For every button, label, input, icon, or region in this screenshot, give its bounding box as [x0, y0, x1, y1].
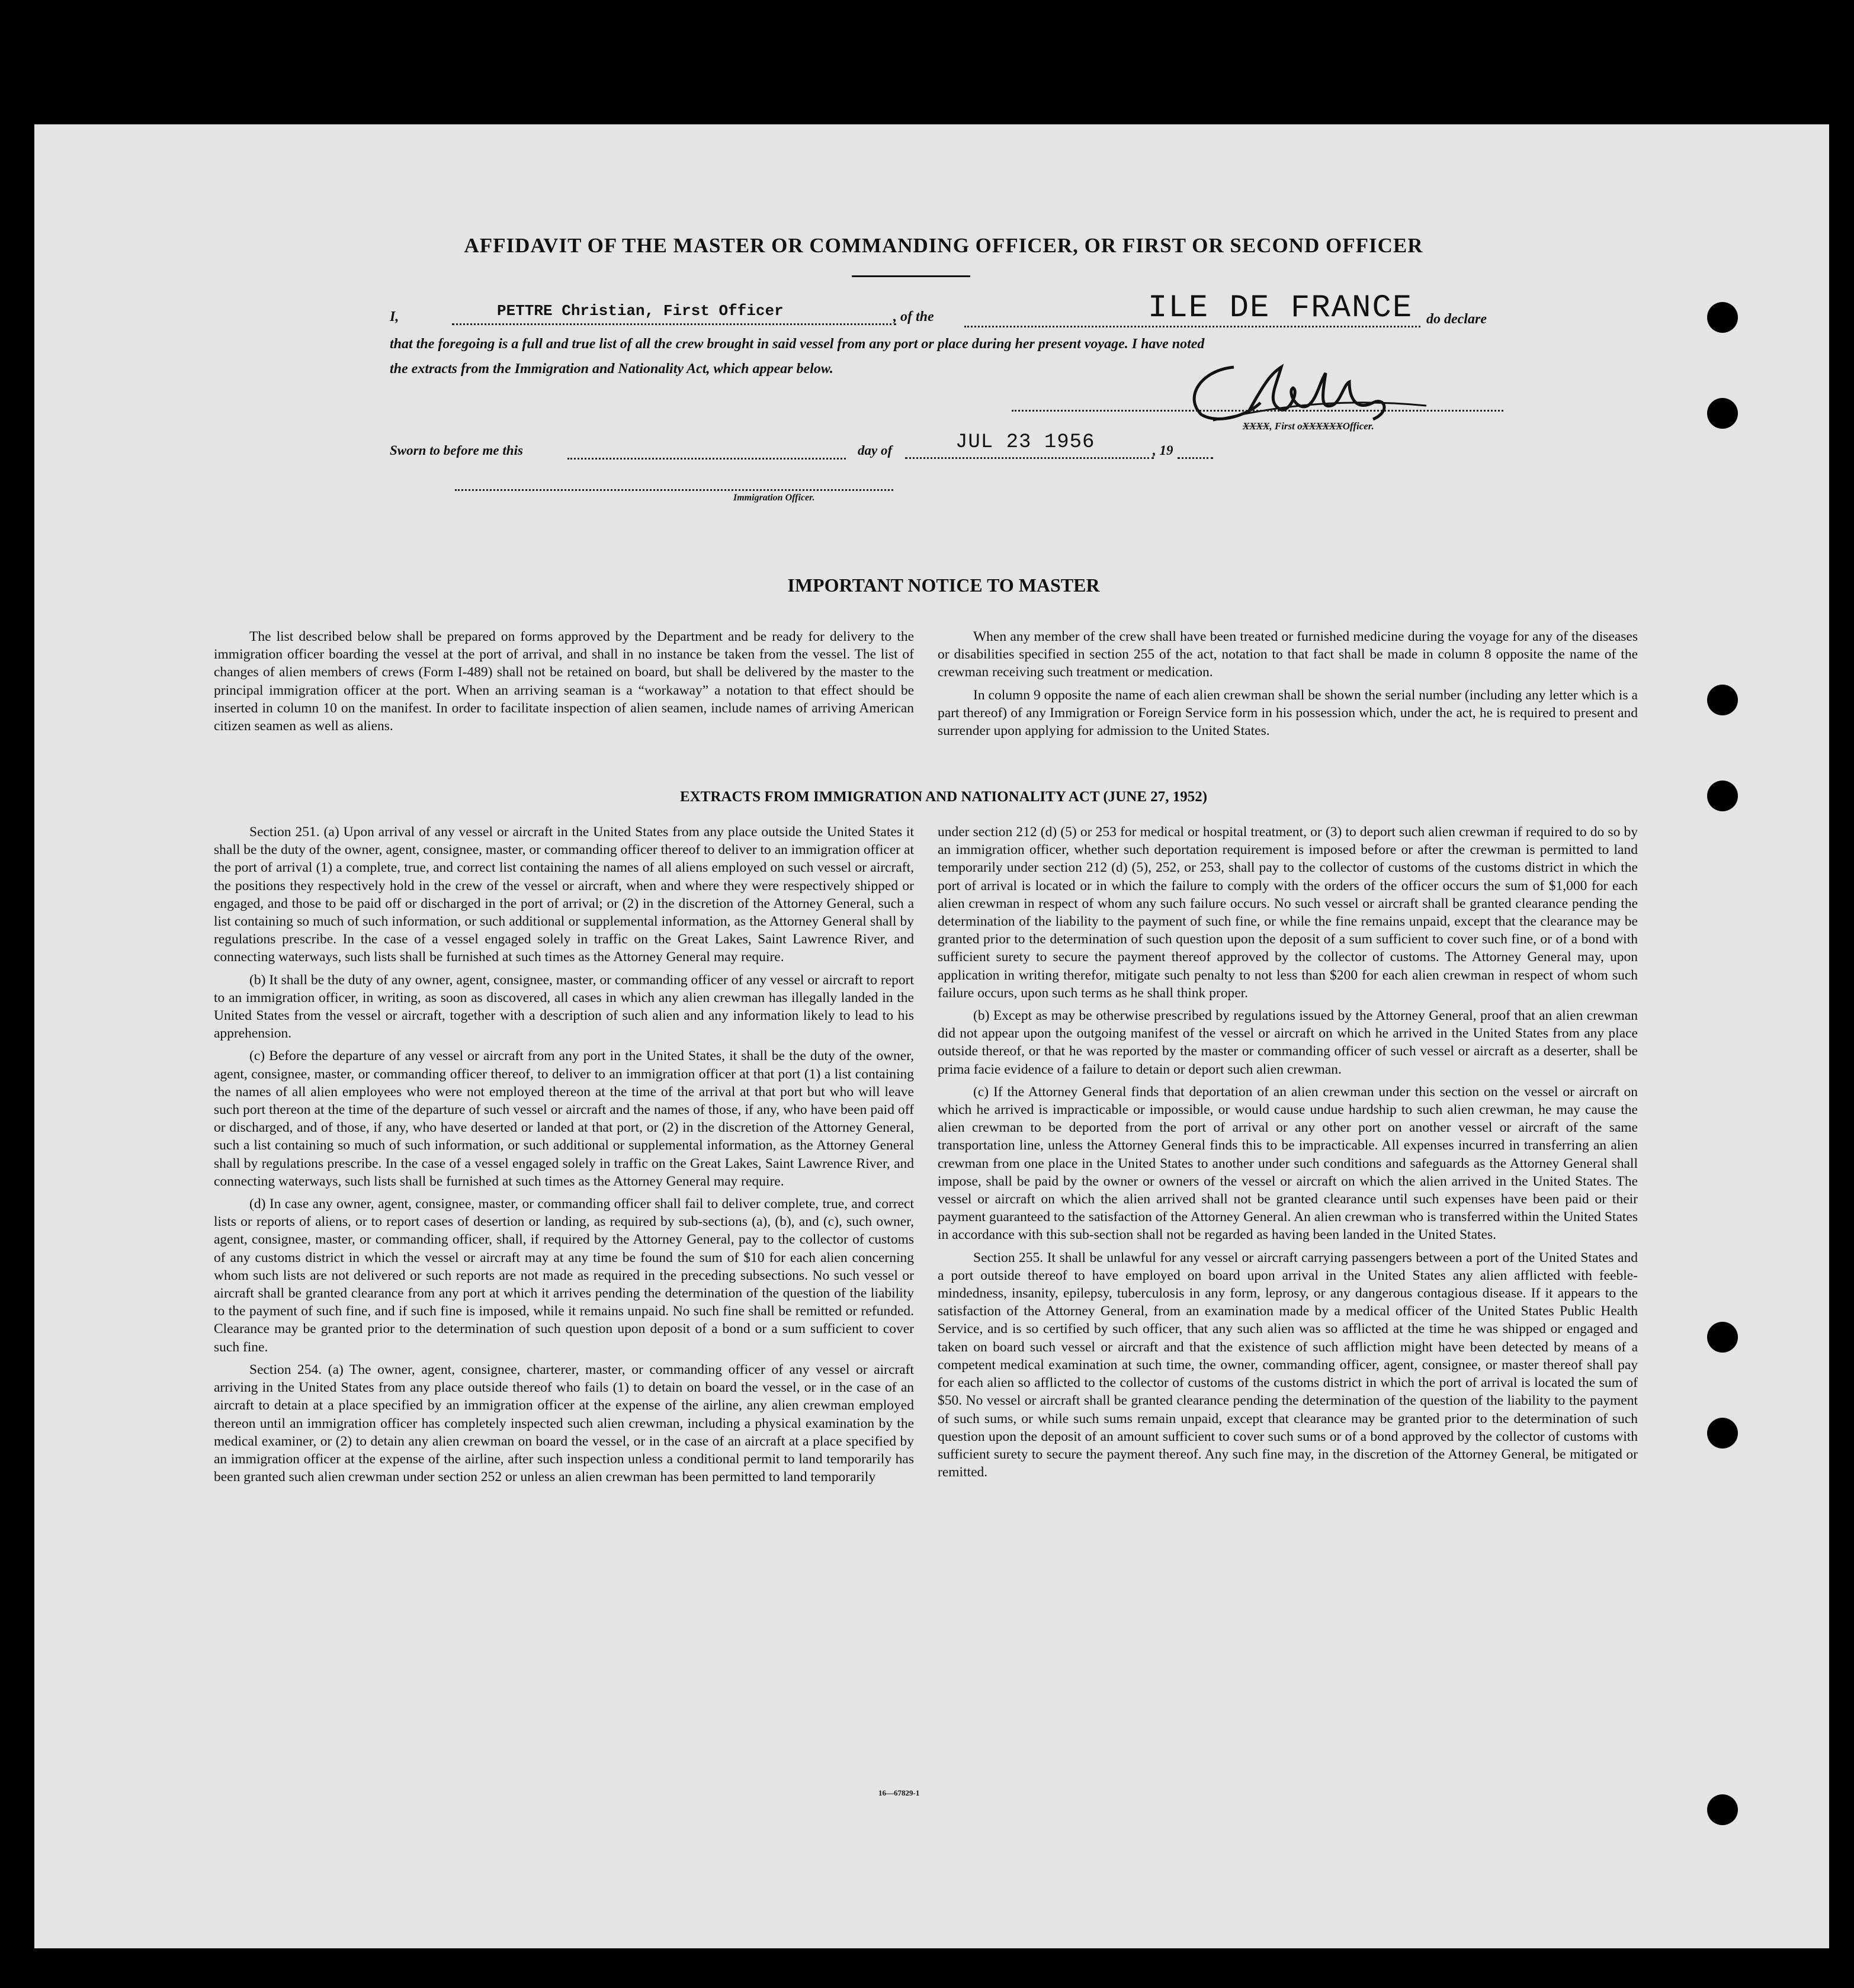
of-the-label: , of the	[893, 309, 934, 325]
notice-paragraph: The list described below shall be prepared on forms approved by the Department and be ready for delivery to the immigration officer boarding the vessel at the port of arrival, and shall in no instance be taken from the vessel. The list of changes of alien members of crews (Form I-489) shall not be retained on board, but shall be delivered by the master to the principal immigration officer at the port. When an arriving seaman is a “workaway” a notation to that effect should be inserted in column 10 on the manifest. In order to facilitate inspection of alien seamen, include names of arriving American citizen seamen as well as aliens.	[214, 629, 914, 734]
act-section: (d) In case any owner, agent, consignee, master, or commanding officer shall fail to deliver complete, true, and correct lists or reports of aliens, or to report cases of desertion or landing, as required by sub-sections (a), (b), and (c), such owner, agent, consignee, master, or commanding officer, shall, if required by the Attorney General, pay to the collector of customs of any customs district in which the vessel or aircraft may at any time be found the sum of $10 for each alien concerning whom such lists are not delivered or such reports are not made as required in the preceding subsections. No such vessel or aircraft shall be granted clearance from any port at which it arrives pending the determination of the question of the liability to the payment of such fine, and if such fine is imposed, while it remains unpaid. No such fine shall be remitted or refunded. Clearance may be granted prior to the determination of such question upon deposit of a bond or a sum sufficient to cover such fine.	[214, 1196, 914, 1355]
title-divider	[852, 275, 970, 277]
date-stamp: JUL 23 1956	[955, 431, 1095, 454]
notice-right-column	[938, 628, 1638, 744]
vessel-field	[964, 290, 1420, 327]
punch-hole	[1707, 1794, 1738, 1825]
punch-hole	[1707, 1418, 1738, 1449]
year-label: , 19	[1153, 443, 1173, 458]
act-section: Section 254. (a) The owner, agent, consignee, charterer, master, or commanding officer of any vessel or aircraft arriving in the United States from any place outside thereof who fails (1) to detain on board the vessel, or in the case of an aircraft to detain at a place specified by an immigration officer at the expense of the airline, any alien crewman employed thereon until an immigration officer has completely inspected such alien crewman, including a physical examination by the medical examiner, or (2) to detain any alien crewman on board the vessel, or in the case of an aircraft at a place specified by an immigration officer at the expense of the airline, after such inspection unless a conditional permit to land temporarily has been granted such alien crewman under section 252 or unless an alien crewman has been permitted to land temporarily	[214, 1361, 914, 1485]
declaration-line-2: that the foregoing is a full and true list of all the crew brought in said vessel from any port or place during her present voyage. I have noted	[390, 336, 1205, 352]
affidavit-title: AFFIDAVIT OF THE MASTER OR COMMANDING OFFICER, OR FIRST OR SECOND OFFICER	[464, 234, 1423, 257]
act-section: (b) It shall be the duty of any owner, agent, consignee, master, or commanding officer of any vessel or aircraft to report to an immigration officer, in writing, as soon as discovered, all cases in which any alien crewman has illegally landed in the United States from the vessel or aircraft, together with a description of such alien and any information likely to lead to his apprehension.	[214, 972, 914, 1042]
notice-title: IMPORTANT NOTICE TO MASTER	[787, 574, 1100, 596]
act-section: (b) Except as may be otherwise prescribed by regulations issued by the Attorney General, proof that an alien crewman did not appear upon the outgoing manifest of the vessel or aircraft on which he arrived in the United States from any place outside thereof, or that he was reported by the master or commanding officer of such vessel or aircraft as a deserter, shall be prima facie evidence of a failure to detain or deport such alien crewman.	[938, 1008, 1638, 1077]
act-section: (c) If the Attorney General finds that deportation of an alien crewman under this section on the vessel or aircraft on which he arrived is impracticable or impossible, or would cause undue hardship to such alien crewman, he may cause the alien crewman to be deported from the port of arrival or any other port on another vessel or aircraft of the same transportation line, unless the Attorney General finds this to be impracticable. All expenses incurred in transferring an alien crewman from one place in the United States to another under such conditions and safeguards as the Attorney General shall impose, shall be paid by the owner or owners of the vessel or aircraft on which the alien arrived in the United States. The vessel or aircraft on which the alien arrived shall not be granted clearance until such expenses have been paid or their payment guaranteed to the satisfaction of the Attorney General. An alien crewman who is transferred within the United States in accordance with this sub-section shall not be regarded as having been landed in the United States.	[938, 1084, 1638, 1243]
notice-left-column	[214, 628, 914, 740]
act-section: Section 255. It shall be unlawful for any vessel or aircraft carrying passengers between a port of the United States and a port outside thereof to have employed on board upon arrival in the United States any alien afflicted with feeble-mindedness, insanity, epilepsy, tuberculosis in any form, leprosy, or any dangerous contagious disease. If it appears to the satisfaction of the Attorney General, from an examination made by a medical officer of the United States Public Health Service, and is so certified by such officer, that any such alien was so afflicted at the time he was shipped or engaged and taken on board such vessel or aircraft and that the existence of such affliction might have been detected by means of a competent medical examination at such time, the owner, commanding officer, agent, consignee, or master thereof shall pay for each alien so afflicted to the collector of customs of the customs district in which the port of arrival is located the sum of $50. No vessel or aircraft shall be granted clearance pending the determination of the question of the liability to the payment of such sums, or while such sums remain unpaid, except that clearance may be granted prior to the determination of such question upon the deposit of an amount sufficient to cover such sums or of a bond approved by the collector of customs with sufficient surety to secure the payment thereof. Any such fine may, in the discretion of the Attorney General, be mitigated or remitted.	[938, 1250, 1638, 1480]
immigration-officer-label: Immigration Officer.	[733, 493, 815, 503]
punch-hole	[1707, 1322, 1738, 1353]
form-page	[34, 124, 1829, 1948]
declaration-line-3: the extracts from the Immigration and Nationality Act, which appear below.	[390, 361, 833, 377]
notice-paragraph: When any member of the crew shall have been treated or furnished medicine during the voyage for any of the diseases or disabilities specified in section 255 of the act, notation to that fact shall be made in column 8 opposite the name of the crewman receiving such treatment or medication.	[938, 629, 1638, 680]
sworn-day-field	[567, 447, 846, 460]
do-declare-label: do declare	[1426, 311, 1487, 327]
extracts-left-column	[214, 823, 914, 1491]
notice-paragraph: In column 9 opposite the name of each alien crewman shall be shown the serial number (including any letter which is a part thereof) of any Immigration or Foreign Service form in his possession which, under the act, he is required to present and surrender upon applying for admission to the United States.	[938, 687, 1638, 739]
punch-hole	[1707, 302, 1738, 333]
officer-title: XXXX, First oXXXXXXOfficer.	[1243, 420, 1374, 432]
year-field	[1178, 450, 1213, 459]
form-code: 16—67829-1	[878, 1788, 920, 1797]
day-of-label: day of	[858, 443, 893, 458]
immigration-officer-line	[455, 481, 893, 491]
extracts-right-column	[938, 823, 1638, 1486]
punch-hole	[1707, 781, 1738, 811]
sworn-label: Sworn to before me this	[390, 443, 523, 458]
act-section: Section 251. (a) Upon arrival of any vessel or aircraft in the United States from any place outside the United States it shall be the duty of the owner, agent, consignee, master, or commanding officer thereof to deliver to an immigration officer at the port of arrival (1) a complete, true, and correct list containing the names of all aliens employed on such vessel or aircraft, the positions they respectively hold in the crew of the vessel or aircraft, when and where they were respectively shipped or engaged, and those to be paid off or discharged in the port of arrival; or (2) in the discretion of the Attorney General, such a list containing so much of such information, or such additional or supplemental information, as the Attorney General shall by regulations prescribe. In the case of a vessel engaged solely in traffic on the Great Lakes, Saint Lawrence River, and connecting waterways, such lists shall be furnished at such times as the Attorney General may require.	[214, 824, 914, 965]
act-section: under section 212 (d) (5) or 253 for medical or hospital treatment, or (3) to deport such alien crewman if required to do so by an immigration officer, whether such deportation requirement is imposed before or after the crewman is permitted to land temporarily under section 212 (d) (5), 252, or 253, shall pay to the collector of customs of the customs district in which the port of arrival is located or in which the failure to comply with the orders of the officer occurs the sum of $1,000 for each alien crewman in respect of whom any such failure occurs. No such vessel or aircraft shall be granted clearance pending the determination of the liability to the payment of such fine, or while the fine remains unpaid, except that the clearance may be granted prior to the determination of such question upon the deposit of a sum sufficient to cover such fine, or of a bond with sufficient surety to secure the payment thereof approved by the collector of customs. The Attorney General may, upon application in writing therefor, mitigate such penalty to not less than $200 for each alien crewman in respect of whom such failure occurs, upon such terms as he shall think proper.	[938, 824, 1638, 1001]
declaration-prefix: I,	[390, 309, 399, 325]
act-section: (c) Before the departure of any vessel or aircraft from any port in the United States, it shall be the duty of the owner, agent, consignee, master, or commanding officer thereof, to deliver to an immigration officer at that port (1) a list containing the names of all alien employees who were not employed thereon at the time of the arrival at that port but who will leave such port thereon at the time of the departure of such vessel or aircraft and the names of those, if any, who have been paid off or discharged, and of those, if any, who have deserted or landed at that port, or (2) in the discretion of the Attorney General, such a list containing so much of such information, or such additional or supplemental information, as the Attorney General shall by regulations prescribe. In the case of a vessel engaged solely in traffic on the Great Lakes, Saint Lawrence River, and connecting waterways, such lists shall be furnished at such times as the Attorney General may require.	[214, 1048, 914, 1189]
date-field	[905, 431, 1154, 459]
extracts-title: EXTRACTS FROM IMMIGRATION AND NATIONALITY ACT (JUNE 27, 1952)	[679, 789, 1208, 805]
punch-hole	[1707, 685, 1738, 715]
punch-hole	[1707, 398, 1738, 429]
officer-name-field	[452, 302, 896, 325]
officer-name: PETTRE Christian, First Officer	[497, 302, 784, 320]
signature-line	[1012, 409, 1503, 412]
vessel-name: ILE DE FRANCE	[1148, 290, 1413, 326]
